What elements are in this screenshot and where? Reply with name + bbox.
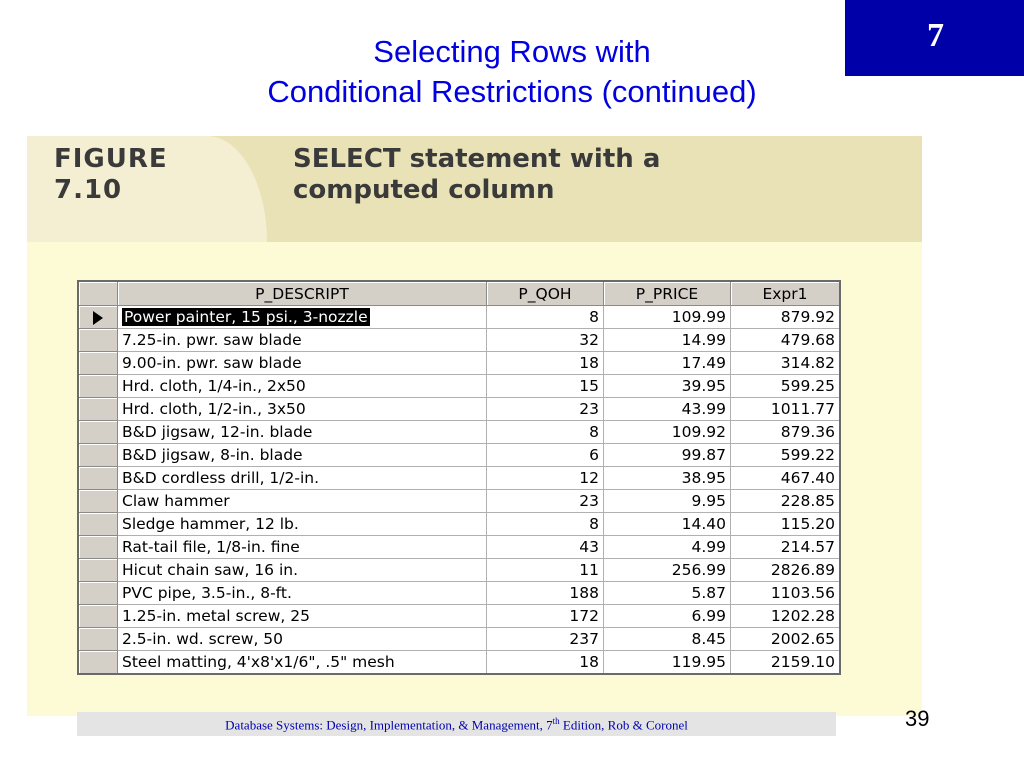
cell-expr1[interactable]: 1103.56 bbox=[731, 582, 841, 605]
table-row[interactable] bbox=[78, 582, 840, 605]
row-selector[interactable] bbox=[78, 559, 118, 582]
cell-p-qoh[interactable]: 172 bbox=[487, 605, 604, 628]
cell-expr1[interactable]: 599.25 bbox=[731, 375, 841, 398]
chapter-number: 7 bbox=[927, 17, 944, 54]
query-results-grid bbox=[77, 280, 841, 675]
column-header-p-price[interactable]: P_PRICE bbox=[604, 281, 731, 306]
cell-expr1[interactable]: 1202.28 bbox=[731, 605, 841, 628]
cell-p-descript[interactable]: 2.5-in. wd. screw, 50 bbox=[118, 628, 487, 651]
row-selector-header[interactable] bbox=[78, 281, 118, 306]
table-row[interactable] bbox=[78, 628, 840, 651]
cell-p-qoh[interactable]: 15 bbox=[487, 375, 604, 398]
row-selector[interactable] bbox=[78, 605, 118, 628]
table-row[interactable] bbox=[78, 398, 840, 421]
row-selector[interactable] bbox=[78, 444, 118, 467]
cell-p-qoh[interactable]: 23 bbox=[487, 398, 604, 421]
row-selector[interactable] bbox=[78, 490, 118, 513]
cell-p-qoh[interactable]: 8 bbox=[487, 513, 604, 536]
cell-p-descript[interactable]: Hrd. cloth, 1/4-in., 2x50 bbox=[118, 375, 487, 398]
figure-label bbox=[54, 144, 168, 206]
cell-p-qoh[interactable]: 18 bbox=[487, 651, 604, 675]
cell-p-descript[interactable]: 1.25-in. metal screw, 25 bbox=[118, 605, 487, 628]
cell-p-qoh[interactable]: 11 bbox=[487, 559, 604, 582]
footer-superscript: th bbox=[552, 716, 560, 726]
table-row[interactable] bbox=[78, 352, 840, 375]
cell-p-qoh[interactable]: 32 bbox=[487, 329, 604, 352]
cell-p-qoh[interactable]: 8 bbox=[487, 306, 604, 329]
table-row[interactable] bbox=[78, 651, 840, 675]
cell-p-price[interactable]: 6.99 bbox=[604, 605, 731, 628]
cell-p-qoh[interactable]: 188 bbox=[487, 582, 604, 605]
slide-title-line-1: Selecting Rows with bbox=[373, 34, 651, 69]
cell-p-descript[interactable]: 9.00-in. pwr. saw blade bbox=[118, 352, 487, 375]
row-selector[interactable] bbox=[78, 375, 118, 398]
figure-header bbox=[27, 136, 922, 242]
cell-p-descript[interactable]: Hicut chain saw, 16 in. bbox=[118, 559, 487, 582]
table-row[interactable] bbox=[78, 329, 840, 352]
row-selector[interactable] bbox=[78, 467, 118, 490]
row-selector[interactable] bbox=[78, 628, 118, 651]
cell-p-descript[interactable]: Hrd. cloth, 1/2-in., 3x50 bbox=[118, 398, 487, 421]
page-number: 39 bbox=[905, 706, 930, 731]
cell-p-descript[interactable]: Claw hammer bbox=[118, 490, 487, 513]
cell-expr1[interactable]: 228.85 bbox=[731, 490, 841, 513]
table-row[interactable] bbox=[78, 375, 840, 398]
table-row[interactable] bbox=[78, 467, 840, 490]
footer-text bbox=[77, 716, 836, 733]
row-selector[interactable] bbox=[78, 651, 118, 675]
cell-expr1[interactable]: 115.20 bbox=[731, 513, 841, 536]
cell-p-qoh[interactable]: 18 bbox=[487, 352, 604, 375]
row-selector[interactable] bbox=[78, 329, 118, 352]
cell-p-descript[interactable]: B&D jigsaw, 8-in. blade bbox=[118, 444, 487, 467]
row-selector[interactable] bbox=[78, 421, 118, 444]
column-header-p-qoh[interactable]: P_QOH bbox=[487, 281, 604, 306]
cell-p-descript[interactable]: Steel matting, 4'x8'x1/6", .5" mesh bbox=[118, 651, 487, 675]
cell-p-descript[interactable]: 7.25-in. pwr. saw blade bbox=[118, 329, 487, 352]
current-row-arrow-icon bbox=[93, 311, 103, 325]
cell-p-price[interactable]: 38.95 bbox=[604, 467, 731, 490]
row-selector[interactable] bbox=[78, 536, 118, 559]
cell-p-qoh[interactable]: 8 bbox=[487, 421, 604, 444]
cell-p-price[interactable]: 39.95 bbox=[604, 375, 731, 398]
footer-text-end: Edition, Rob & Coronel bbox=[559, 717, 688, 733]
figure-caption bbox=[293, 144, 893, 206]
figure-caption-line-2: computed column bbox=[293, 175, 555, 205]
row-selector[interactable] bbox=[78, 306, 118, 329]
cell-expr1[interactable]: 2159.10 bbox=[731, 651, 841, 675]
cell-p-qoh[interactable]: 237 bbox=[487, 628, 604, 651]
cell-p-price[interactable]: 14.99 bbox=[604, 329, 731, 352]
row-selector[interactable] bbox=[78, 582, 118, 605]
column-header-expr1[interactable]: Expr1 bbox=[731, 281, 841, 306]
figure-number: 7.10 bbox=[54, 175, 123, 205]
table-row[interactable] bbox=[78, 421, 840, 444]
cell-p-qoh[interactable]: 12 bbox=[487, 467, 604, 490]
row-selector[interactable] bbox=[78, 513, 118, 536]
cell-expr1[interactable]: 314.82 bbox=[731, 352, 841, 375]
table-row[interactable] bbox=[78, 444, 840, 467]
cell-p-qoh[interactable]: 6 bbox=[487, 444, 604, 467]
figure-caption-line-1: SELECT statement with a bbox=[293, 144, 661, 174]
slide-title-line-2: Conditional Restrictions (continued) bbox=[267, 74, 757, 109]
cell-expr1[interactable]: 467.40 bbox=[731, 467, 841, 490]
grid-body bbox=[78, 306, 840, 675]
cell-expr1[interactable]: 879.36 bbox=[731, 421, 841, 444]
slide-title bbox=[150, 32, 874, 112]
cell-p-descript[interactable]: Rat-tail file, 1/8-in. fine bbox=[118, 536, 487, 559]
cell-p-descript[interactable]: Sledge hammer, 12 lb. bbox=[118, 513, 487, 536]
figure-label-word: FIGURE bbox=[54, 144, 168, 174]
selected-cell-text: Power painter, 15 psi., 3-nozzle bbox=[124, 308, 368, 326]
table-row[interactable] bbox=[78, 490, 840, 513]
table-row[interactable] bbox=[78, 536, 840, 559]
grid-header-row bbox=[78, 281, 840, 306]
cell-p-price[interactable]: 109.99 bbox=[604, 306, 731, 329]
row-selector[interactable] bbox=[78, 352, 118, 375]
cell-expr1[interactable]: 879.92 bbox=[731, 306, 841, 329]
cell-p-price[interactable]: 43.99 bbox=[604, 398, 731, 421]
cell-expr1[interactable]: 1011.77 bbox=[731, 398, 841, 421]
cell-expr1[interactable]: 2002.65 bbox=[731, 628, 841, 651]
footer-text-main: Database Systems: Design, Implementation, & Management, 7 bbox=[225, 717, 553, 733]
cell-p-price[interactable]: 119.95 bbox=[604, 651, 731, 675]
cell-p-price[interactable]: 8.45 bbox=[604, 628, 731, 651]
cell-expr1[interactable]: 479.68 bbox=[731, 329, 841, 352]
cell-p-price[interactable]: 256.99 bbox=[604, 559, 731, 582]
cell-expr1[interactable]: 214.57 bbox=[731, 536, 841, 559]
cell-p-price[interactable]: 9.95 bbox=[604, 490, 731, 513]
cell-p-price[interactable]: 109.92 bbox=[604, 421, 731, 444]
table-row[interactable] bbox=[78, 559, 840, 582]
cell-p-qoh[interactable]: 23 bbox=[487, 490, 604, 513]
cell-expr1[interactable]: 599.22 bbox=[731, 444, 841, 467]
cell-p-descript[interactable] bbox=[118, 306, 487, 329]
cell-expr1[interactable]: 2826.89 bbox=[731, 559, 841, 582]
cell-p-descript[interactable]: B&D jigsaw, 12-in. blade bbox=[118, 421, 487, 444]
table-row[interactable] bbox=[78, 306, 840, 329]
cell-p-descript[interactable]: B&D cordless drill, 1/2-in. bbox=[118, 467, 487, 490]
cell-p-price[interactable]: 17.49 bbox=[604, 352, 731, 375]
cell-p-price[interactable]: 4.99 bbox=[604, 536, 731, 559]
row-selector[interactable] bbox=[78, 398, 118, 421]
cell-p-price[interactable]: 14.40 bbox=[604, 513, 731, 536]
cell-p-price[interactable]: 5.87 bbox=[604, 582, 731, 605]
table-row[interactable] bbox=[78, 605, 840, 628]
column-header-p-descript[interactable]: P_DESCRIPT bbox=[118, 281, 487, 306]
table-row[interactable] bbox=[78, 513, 840, 536]
cell-p-descript[interactable]: PVC pipe, 3.5-in., 8-ft. bbox=[118, 582, 487, 605]
cell-p-qoh[interactable]: 43 bbox=[487, 536, 604, 559]
cell-p-price[interactable]: 99.87 bbox=[604, 444, 731, 467]
